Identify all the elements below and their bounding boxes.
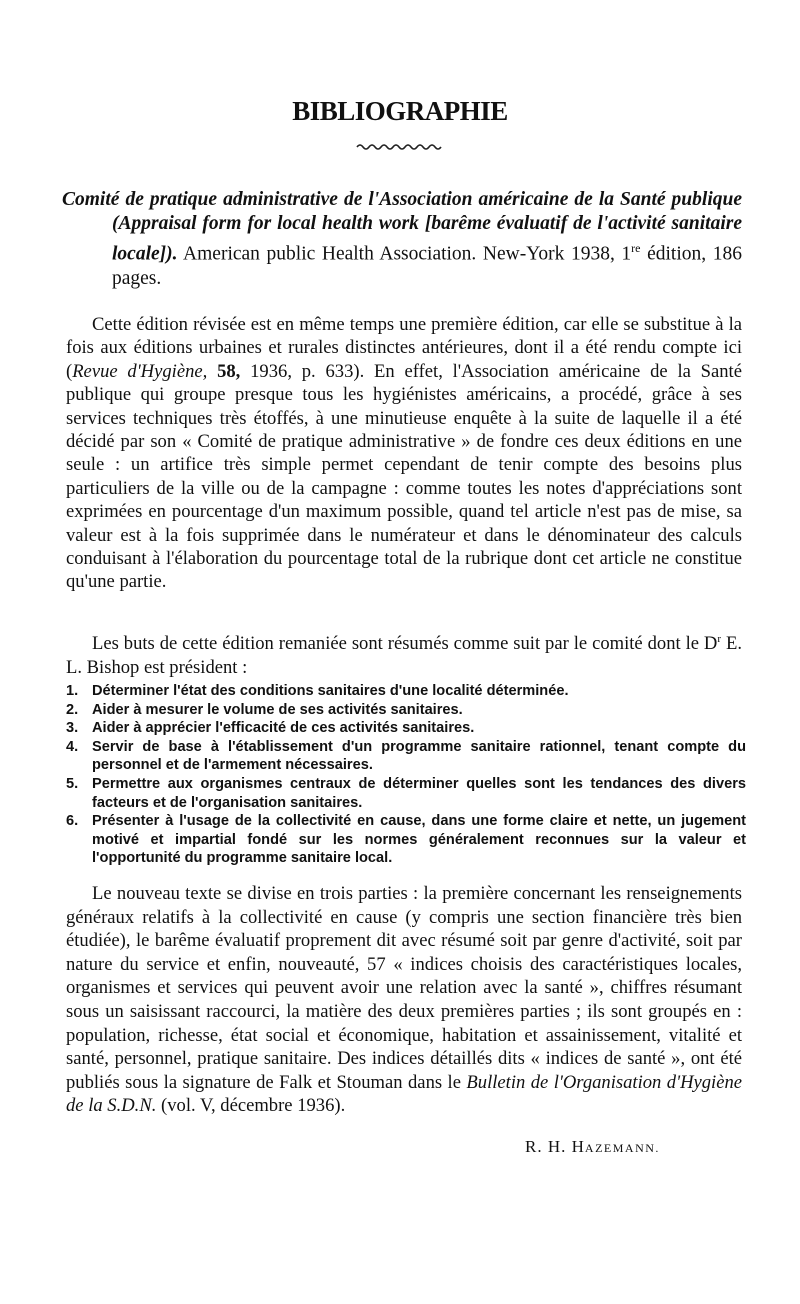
list-item	[66, 701, 746, 720]
paragraph-1-text-a: Cette édition révisée est en même temps une première édition, car elle se substitue à la fois aux éditions urbaines et rurales distinctes antérieures, dont il a été rendu compte ici (	[66, 314, 742, 382]
list-item-text: Aider à apprécier l'efficacité de ces activités sanitaires.	[92, 720, 475, 737]
paragraph-2	[66, 628, 742, 679]
list-item-number: 1.	[66, 683, 79, 699]
paragraph-1-journal: Revue d'Hygiène,	[72, 360, 208, 382]
list-item-text: Présenter à l'usage de la collectivité en cause, dans une forme claire et nette, un jugement motivé et impartial fondé sur les normes généralement reconnues sur la valeur et l'opportunité du programme sanitaire local.	[92, 813, 746, 867]
list-item-text: Déterminer l'état des conditions sanitaires d'une localité déterminée.	[92, 683, 569, 699]
paragraph-3-bulletin: Bulletin de l'Organisation d'Hygiène de la S.D.N.	[66, 1071, 743, 1117]
signature	[525, 1137, 660, 1157]
page-title: BIBLIOGRAPHIE	[292, 96, 508, 126]
list-item-number: 5.	[66, 775, 79, 792]
paragraph-3-text-a: Le nouveau texte se divise en trois parties : la première concernant les renseignements généraux relatifs à la collectivité en cause (y compris une section financière très bien étudiée), le barême évaluatif proprement dit avec résumé soit par genre d'activité, soit par nature du service et enfin, nouveauté, 57 « indices choisis des caractéristiques locales, organismes et services qui peuvent avoir une relation avec la santé », chiffres résumant sous un saisissant raccourci, la matière des deux premières parties ; ils sont groupés en : population, richesse, état social et économique, habitation et assainissement, vitalité et santé, personnel, pratique sanitaire. Des indices détaillés dits « indices de santé », ont été publiés sous la signature de Falk et Stouman dans le	[66, 883, 742, 1093]
list-item	[66, 682, 746, 701]
list-item	[66, 738, 746, 775]
list-item-number: 4.	[66, 738, 79, 755]
list-item-text: Servir de base à l'établissement d'un programme sanitaire rationnel, tenant compte du personnel et de l'armement nécessaires.	[92, 738, 746, 774]
list-item-text: Permettre aux organismes centraux de déterminer quelles sont les tendances des divers facteurs et de l'organisation sanitaires.	[92, 775, 746, 811]
reference-edition-sup: re	[631, 241, 641, 255]
paragraph-3-text-b: (vol. V, décembre 1936).	[161, 1095, 346, 1117]
signature-initials: R. H. H	[525, 1137, 585, 1156]
goals-list	[66, 682, 746, 868]
bibliographic-reference	[62, 188, 742, 291]
signature-surname: AZEMANN.	[584, 1141, 660, 1155]
paragraph-1-volume: 58,	[217, 360, 241, 382]
reference-publisher: American public Health Association. New-York 1938, 1	[183, 243, 632, 265]
reference-edition: édition, 186 pages.	[112, 243, 742, 289]
list-item-number: 2.	[66, 701, 79, 718]
title-ornament	[355, 141, 445, 151]
paragraph-1	[66, 313, 742, 594]
paragraph-2-text-b: E. L. Bishop est président :	[66, 633, 742, 678]
list-item	[66, 812, 746, 868]
list-item-number: 6.	[66, 813, 79, 830]
reference-title: Comité de pratique administrative de l'Association américaine de la Santé publique (Appraisal form for local health work [barême évaluatif de l'activité sanitaire locale]).	[62, 189, 742, 265]
paragraph-2-sup: r	[717, 633, 722, 645]
list-item-text: Aider à mesurer le volume de ses activités sanitaires.	[92, 701, 463, 718]
list-item-number: 3.	[66, 720, 79, 737]
paragraph-2-text-a: Les buts de cette édition remaniée sont résumés comme suit par le comité dont le D	[92, 633, 718, 655]
paragraph-3	[66, 882, 742, 1118]
list-item	[66, 719, 746, 738]
paragraph-1-text-b: 1936, p. 633). En effet, l'Association américaine de la Santé publique qui groupe presque tous les hygiénistes américains, a procédé, grâce à ses services techniques très étoffés, à une minutieuse enquête à la suite de laquelle il a été décidé par son « Comité de pratique administrative » de fondre ces deux éditions en une seule : un artifice très simple permet cependant de tenir compte des besoins plus particuliers de la ville ou de la campagne : comme toutes les notes d'appréciations sont exprimées en pourcentage d'un maximum possible, quand tel article n'est pas de mise, sa valeur est à la fois supprimée dans le numérateur et dans le dénominateur des calculs conduisant à l'élaboration du pourcentage total de la rubrique dont cet article ne constitue qu'une partie.	[66, 360, 742, 593]
list-item	[66, 775, 746, 812]
